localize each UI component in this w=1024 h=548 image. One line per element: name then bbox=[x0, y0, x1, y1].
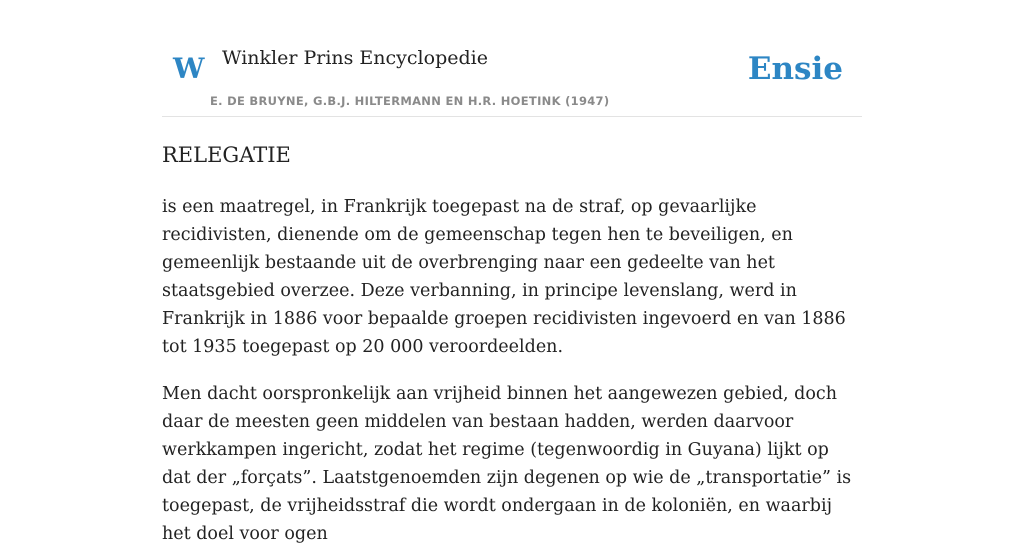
site-header bbox=[162, 0, 862, 117]
ensie-logo-link[interactable]: Ensie bbox=[747, 51, 843, 87]
article bbox=[162, 116, 862, 548]
winkler-prins-logo[interactable]: W bbox=[173, 52, 205, 85]
book-title[interactable]: Winkler Prins Encyclopedie bbox=[222, 47, 488, 69]
article-paragraph: is een maatregel, in Frankrijk toegepast na de straf, op gevaarlijke recidivisten, dienende om de gemeenschap tegen hen te beveiligen, en gemeenlijk bestaande uit de overbrenging naar een gedeelte van het staatsgebied overzee. Deze verbanning, in principe levenslang, werd in Frankrijk in 1886 voor bepaalde groepen recidivisten ingevoerd en van 1886 tot 1935 toegepast op 20 000 veroordeelden. bbox=[162, 197, 846, 357]
book-authors: E. DE BRUYNE, G.B.J. HILTERMANN EN H.R. HOETINK (1947) bbox=[210, 94, 610, 108]
article-title: RELEGATIE bbox=[162, 143, 291, 167]
article-paragraph: Men dacht oorspronkelijk aan vrijheid binnen het aangewezen gebied, doch daar de meesten geen middelen van bestaan hadden, werden daarvoor werkkampen ingericht, zodat het regime (tegenwoordig in Guyana) lijkt op dat der „forçats”. Laatstgenoemden zijn degenen op wie de „transportatie” is toegepast, de vrijheidsstraf die wordt ondergaan in de koloniën, en waarbij het doel voor ogen bbox=[162, 384, 852, 544]
